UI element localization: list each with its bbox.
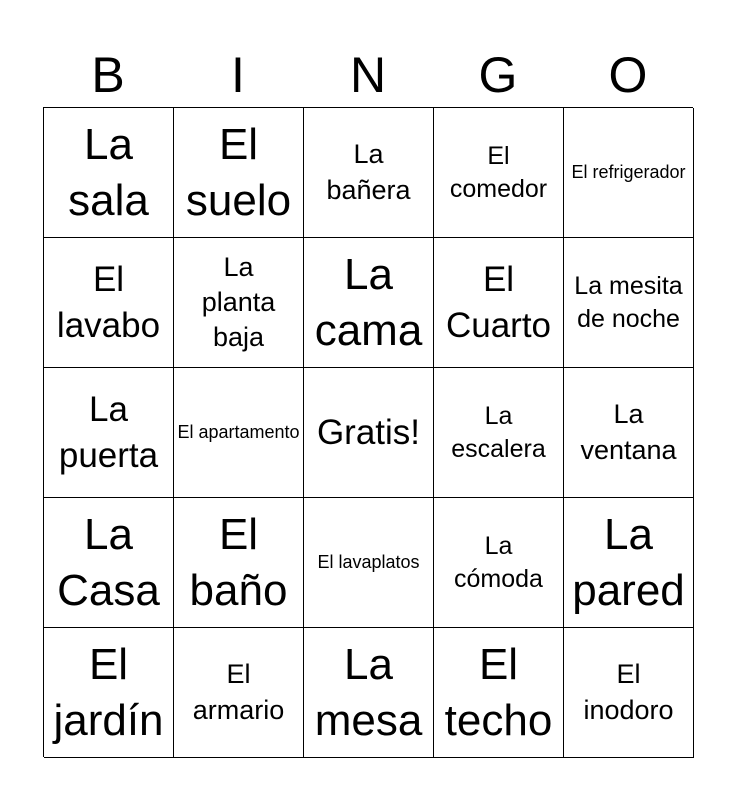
bingo-cell[interactable] [434,628,564,758]
cell-text: El inodoro [583,659,674,725]
cell-text: La bañera [326,139,411,205]
cell-text: El jardín [53,639,164,745]
bingo-cell[interactable] [44,108,174,238]
cell-text: La pared [572,509,685,615]
bingo-cell[interactable] [564,498,694,628]
cell-text: La puerta [58,390,159,475]
header-letter-g: G [478,47,518,103]
bingo-cell[interactable] [304,628,434,758]
bingo-cell[interactable] [174,238,304,368]
cell-text: El suelo [185,119,292,225]
bingo-cell[interactable] [174,108,304,238]
cell-text: El baño [189,509,288,615]
cell-text: La sala [68,119,149,225]
bingo-cell[interactable] [44,498,174,628]
bingo-cell[interactable] [174,498,304,628]
bingo-cell[interactable] [304,498,434,628]
cell-text: La planta baja [201,251,276,353]
bingo-board [43,107,693,757]
cell-text: El techo [444,639,553,745]
cell-text: El lavabo [56,260,161,345]
cell-text: Gratis! [316,412,421,452]
cell-text: La mesita de noche [574,272,683,333]
bingo-cell[interactable] [564,368,694,498]
bingo-cell[interactable] [174,368,304,498]
cell-text: La Casa [57,509,160,615]
bingo-cell[interactable] [304,238,434,368]
cell-text: La ventana [580,399,677,465]
header-letter-o: O [608,47,648,103]
bingo-cell free-space[interactable] [304,368,434,498]
bingo-cell[interactable] [434,498,564,628]
bingo-cell[interactable] [564,628,694,758]
bingo-cell[interactable] [44,628,174,758]
bingo-cell[interactable] [44,368,174,498]
bingo-cell[interactable] [174,628,304,758]
cell-text: La cómoda [454,532,543,593]
bingo-cell[interactable] [304,108,434,238]
cell-text: La mesa [314,639,423,745]
cell-text: La escalera [451,402,546,463]
bingo-cell[interactable] [434,368,564,498]
bingo-cell[interactable] [44,238,174,368]
bingo-header [43,44,693,106]
cell-text: El armario [192,659,285,725]
cell-text: El Cuarto [445,260,552,345]
header-letter-i: I [231,47,245,103]
header-letter-b: B [91,47,125,103]
bingo-cell[interactable] [434,108,564,238]
cell-text: El apartamento [177,421,300,442]
bingo-cell[interactable] [434,238,564,368]
cell-text: El comedor [449,142,548,203]
cell-text: El lavaplatos [317,551,420,572]
cell-text: El refrigerador [571,161,686,182]
header-letter-n: N [349,47,387,103]
bingo-cell[interactable] [564,238,694,368]
bingo-cell[interactable] [564,108,694,238]
cell-text: La cama [314,249,423,355]
